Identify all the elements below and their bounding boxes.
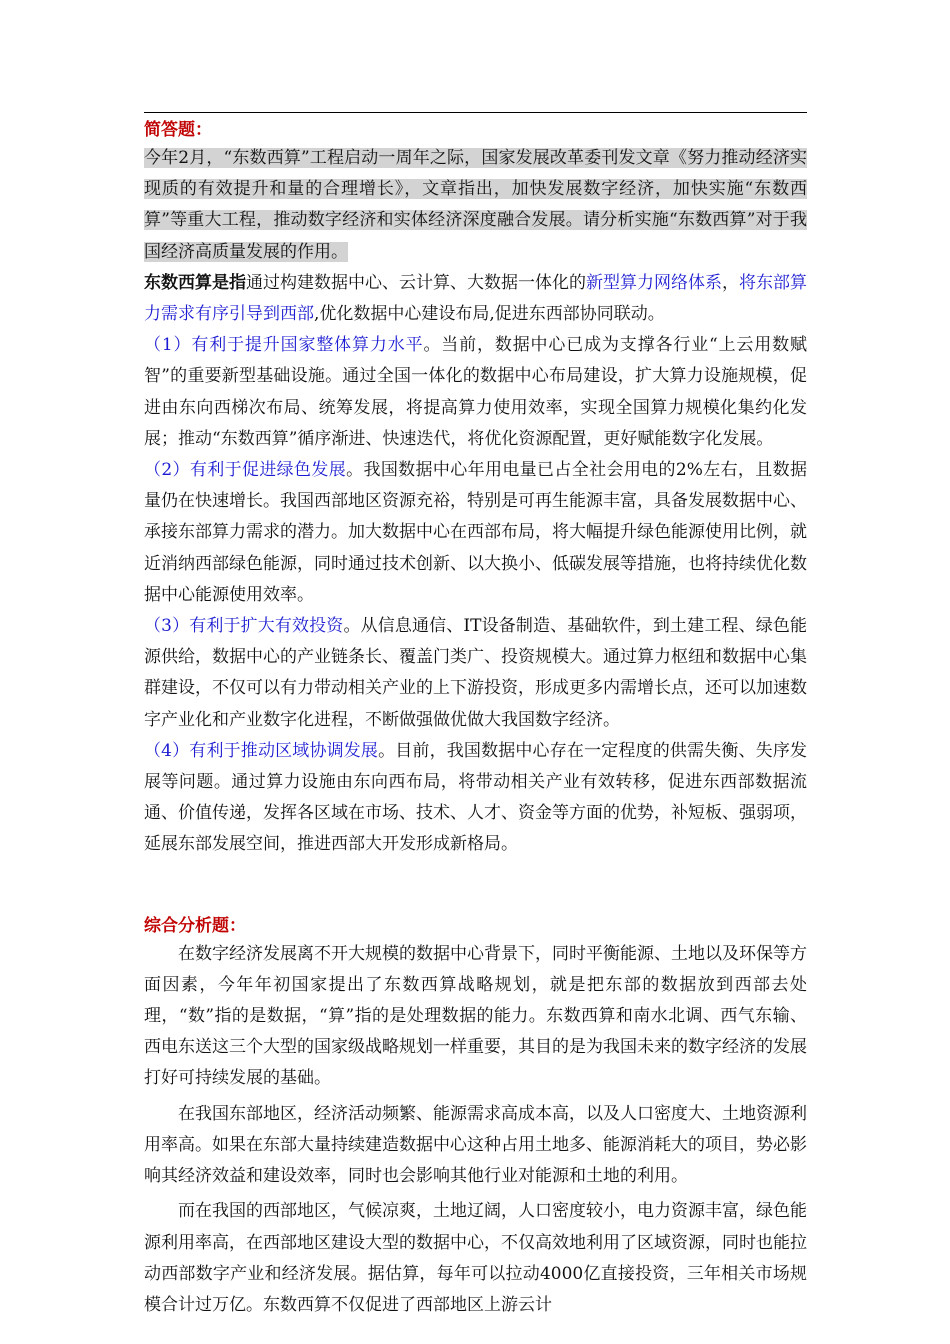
question-paragraph: [144, 143, 807, 268]
question-text: 今年2月，“东数西算”工程启动一周年之际，国家发展改革委刊发文章《努力推动经济实现质的有效提升和量的合理增长》，文章指出，加快发展数字经济，加快实施“东数西算”等重大工程，推动数字经济和实体经济深度融合发展。请分析实施“东数西算”对于我国经济高质量发展的作用。: [144, 148, 807, 262]
definition-text-3: ,优化数据中心建设布局,促进东西部协同联动。: [314, 304, 665, 325]
point-paragraph-1: [144, 330, 807, 455]
point-body-1: 。当前，数据中心已成为支撑各行业“上云用数赋智”的重要新型基础设施。通过全国一体化的数据中心布局建设，扩大算力设施规模，促进由东向西梯次布局、统筹发展，将提高算力使用效率，实现全国算力规模化集约化发展；推动“东数西算”循序渐进、快速迭代，将优化资源配置，更好赋能数字化发展。: [144, 335, 807, 449]
definition-paragraph: [144, 268, 807, 330]
definition-text-1: 通过构建数据中心、云计算、大数据一体化的: [246, 272, 586, 293]
definition-link-1[interactable]: 新型算力网络体系: [586, 272, 722, 293]
section-spacer: [144, 861, 807, 913]
point-title-3[interactable]: （3）有利于扩大有效投资: [144, 616, 344, 637]
point-body-2: 。我国数据中心年用电量已占全社会用电的2%左右，且数据量仍在快速增长。我国西部地区资源充裕，特别是可再生能源丰富，具备发展数据中心、承接东部算力需求的潜力。加大数据中心在西部布局，将大幅提升绿色能源使用比例，就近消纳西部绿色能源，同时通过技术创新、以大换小、低碳发展等措施，也将持续优化数据中心能源使用效率。: [144, 460, 807, 605]
point-title-4[interactable]: （4）有利于推动区域协调发展: [144, 740, 379, 761]
point-paragraph-4: [144, 736, 807, 861]
top-rule: [144, 112, 807, 113]
short-answer-heading: 简答题：: [144, 120, 212, 140]
point-title-2[interactable]: （2）有利于促进绿色发展: [144, 460, 347, 481]
point-body-4: 。目前，我国数据中心存在一定程度的供需失衡、失序发展等问题。通过算力设施由东向西布局，将带动相关产业有效转移，促进东西部数据流通、价值传递，发挥各区域在市场、技术、人才、资金等方面的优势，补短板、强弱项，延展东部发展空间，推进西部大开发形成新格局。: [144, 740, 807, 855]
definition-link-2[interactable]: 将东部算力需求有序引导到西部: [144, 272, 807, 325]
analysis-paragraph-1: 在数字经济发展离不开大规模的数据中心背景下，同时平衡能源、土地以及环保等方面因素，今年年初国家提出了东数西算战略规划，就是把东部的数据放到西部去处理，“数”指的是数据，“算”指的是处理数据的能力。东数西算和南水北调、西气东输、西电东送这三个大型的国家级战略规划一样重要，其目的是为我国未来的数字经济的发展打好可持续发展的基础。: [144, 943, 807, 1089]
point-title-1[interactable]: （1）有利于提升国家整体算力水平: [144, 335, 424, 356]
document-page: [144, 112, 807, 1321]
definition-text-2: ，: [722, 272, 739, 293]
analysis-paragraph-2: 在我国东部地区，经济活动频繁、能源需求高成本高，以及人口密度大、土地资源利用率高。如果在东部大量持续建造数据中心这种占用土地多、能源消耗大的项目，势必影响其经济效益和建设效率，同时也会影响其他行业对能源和土地的利用。: [144, 1103, 807, 1187]
definition-lead: 东数西算是指: [144, 272, 246, 293]
comprehensive-heading: 综合分析题：: [144, 915, 246, 936]
analysis-paragraph-3: 而在我国的西部地区，气候凉爽，土地辽阔，人口密度较小，电力资源丰富，绿色能源利用率高，在西部地区建设大型的数据中心，不仅高效地利用了区域资源，同时也能拉动西部数字产业和经济发展。据估算，每年可以拉动4000亿直接投资，三年相关市场规模合计过万亿。东数西算不仅促进了西部地区上游云计: [144, 1201, 807, 1315]
point-paragraph-3: [144, 611, 807, 736]
point-body-3: 。从信息通信、IT设备制造、基础软件，到土建工程、绿色能源供给，数据中心的产业链条长、覆盖门类广、投资规模大。通过算力枢纽和数据中心集群建设，不仅可以有力带动相关产业的上下游投资，形成更多内需增长点，还可以加速数字产业化和产业数字化进程，不断做强做优做大我国数字经济。: [144, 616, 807, 730]
point-paragraph-2: [144, 455, 807, 611]
